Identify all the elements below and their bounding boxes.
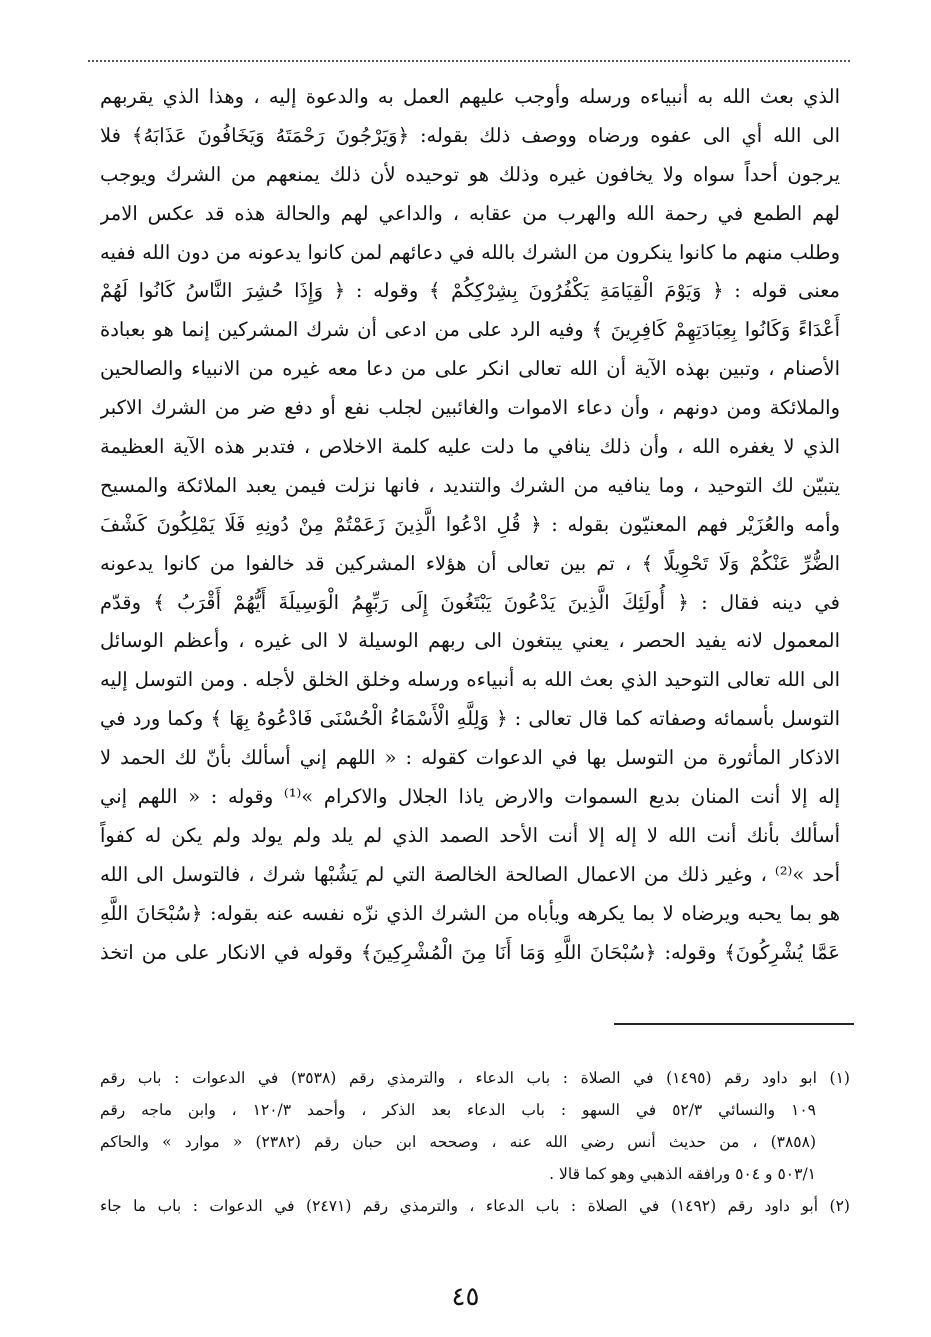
text-line: لهم الطمع في رحمة الله والهرب من عقابه ، والداعي لهم والحالة هذه قد عكس الامر xyxy=(100,201,840,225)
text-line: الى الله تعالى التوحيد الذي بعث الله به أنبياءه ورسله وخلق الخلق لأجله . ومن التوسل إليه xyxy=(100,668,840,692)
main-text xyxy=(100,78,840,972)
footnote-line: ٥٠٣/١ و ٥٠٤ ورافقه الذهبي وهو كما قالا . xyxy=(549,1165,816,1183)
text-line: يرجون أحداً سواه ولا يخافون غيره وذلك هو توحيده لأن ذلك يمنعهم من الشرك ويوجب xyxy=(100,162,840,186)
text-line: يتبيّن لك التوحيد ، وما ينافيه من الشرك والتنديد ، فانها نزلت فيمن يعبد الملائكة والمسيح xyxy=(100,473,840,497)
footnote-separator xyxy=(614,1023,854,1025)
text-line: الذي بعث الله به أنبياءه ورسله وأوجب عليهم العمل به والدعوة إليه ، وهذا الذي يقربهم xyxy=(100,85,840,108)
footnote-line: (١) ابو داود رقم (١٤٩٥) في الصلاة : باب الدعاء ، والترمذي رقم (٣٥٣٨) في الدعوات : باب رقم xyxy=(100,1069,850,1087)
text-line: وأمه والعُزَيْر فهم المعنيّون بقوله : ﴿ قُلِ ادْعُوا الَّذِينَ زَعَمْتُمْ مِنْ دُونِهِ فَلَا يَمْلِكُونَ كَشْفَ xyxy=(100,512,840,536)
footnote-line: ١٠٩ والنسائي ٥٢/٣ في السهو : باب الدعاء بعد الذكر ، وأحمد ١٢٠/٣ ، وابن ماجه رقم xyxy=(100,1101,816,1119)
text-line: المعمول لانه يفيد الحصر ، يعني يبتغون الى ربهم الوسيلة لا الى غيره ، وأعظم الوسائل xyxy=(100,629,840,653)
text-line: معنى قوله : ﴿ وَيَوْمَ الْقِيَامَةِ يَكْفُرُونَ بِشِرْكِكُمْ ﴾ وقوله : ﴿ وَإِذَا حُشِرَ النَّاسُ كَانُوا لَهُمْ xyxy=(100,279,840,303)
text-line: الاذكار المأثورة من التوسل بها في الدعوات كقوله : « اللهم إني أسألك بأنّ لك الحمد لا xyxy=(100,746,840,770)
text-line: إله إلا أنت المنان بديع السموات والارض ياذا الجلال والاكرام »⁽¹⁾ وقوله : « اللهم إني xyxy=(100,785,840,809)
text-line: الضُّرِّ عَنْكُمْ وَلَا تَحْوِيلًا ﴾ ، تم بين تعالى أن هؤلاء المشركين قد خالفوا من كانوا يدعونه xyxy=(100,551,840,575)
top-dotted-rule xyxy=(88,60,850,62)
text-line: الى الله أي الى عفوه ورضاه ووصف ذلك بقوله: ﴿وَيَرْجُونَ رَحْمَتَهُ وَيَخَافُونَ عَذَابَهُ﴾ فلا xyxy=(100,123,840,147)
text-line: أسألك بأنك أنت الله لا إله إلا أنت الأحد الصمد الذي لم يلد ولم يولد ولم يكن له كفواً xyxy=(100,823,840,847)
text-line: الذي لا يغفره الله ، وأن ذلك ينافي ما دلت عليه كلمة الاخلاص ، فتدبر هذه الآية العظيمة xyxy=(100,435,840,459)
text-line: هو بما يحبه ويرضاه لا بما يكرهه ويأباه من الشرك الذي نزّه نفسه عنه بقوله: ﴿سُبْحَانَ اللَّهِ xyxy=(100,901,840,925)
footnotes xyxy=(100,1062,850,1222)
footnote-line: (٢) أبو داود رقم (١٤٩٢) في الصلاة : باب الدعاء ، والترمذي رقم (٢٤٧١) في الدعوات : باب ما جاء xyxy=(100,1197,850,1215)
footnote-line: (٣٨٥٨) ، من حديث أنس رضي الله عنه ، وصححه ابن حبان رقم (٢٣٨٢) « موارد » والحاكم xyxy=(100,1133,816,1151)
text-line: في دينه فقال : ﴿ أُولَئِكَ الَّذِينَ يَدْعُونَ يَبْتَغُونَ إِلَى رَبِّهِمُ الْوَسِيلَةَ أَيُّهُمْ أَقْرَبُ ﴾ وقدّم xyxy=(100,590,840,614)
text-line: التوسل بأسمائه وصفاته كما قال تعالى : ﴿ وَلِلَّهِ الْأَسْمَاءُ الْحُسْنَى فَادْعُوهُ بِهَا ﴾ وكما ورد في xyxy=(100,707,840,731)
page-number: ٤٥ xyxy=(451,1282,480,1312)
text-line: أحد »⁽²⁾ ، وغير ذلك من الاعمال الصالحة الخالصة التي لم يَشُبْها شرك ، فالتوسل الى الله xyxy=(100,862,840,886)
text-line: الأصنام ، وتبين بهذه الآية أن الله تعالى انكر على من دعا معه غيره من الانبياء والصالحين xyxy=(100,357,840,381)
text-line: أَعْدَاءً وَكَانُوا بِعِبَادَتِهِمْ كَافِرِينَ ﴾ وفيه الرد على من ادعى أن شرك المشركين إنما هو بعبادة xyxy=(100,318,840,342)
text-line: وطلب منهم ما كانوا ينكرون من الشرك بالله في دعائهم لمن كانوا يدعونه من دون الله ففيه xyxy=(100,240,840,264)
text-line: والملائكة ومن دونهم ، وأن دعاء الاموات والغائبين لجلب نفع أو دفع ضر من الشرك الاكبر xyxy=(100,396,840,420)
text-line: عَمَّا يُشْرِكُونَ﴾ وقوله: ﴿سُبْحَانَ اللَّهِ وَمَا أَنَا مِنَ الْمُشْرِكِينَ﴾ وقوله في الانكار على من اتخذ xyxy=(100,940,840,964)
